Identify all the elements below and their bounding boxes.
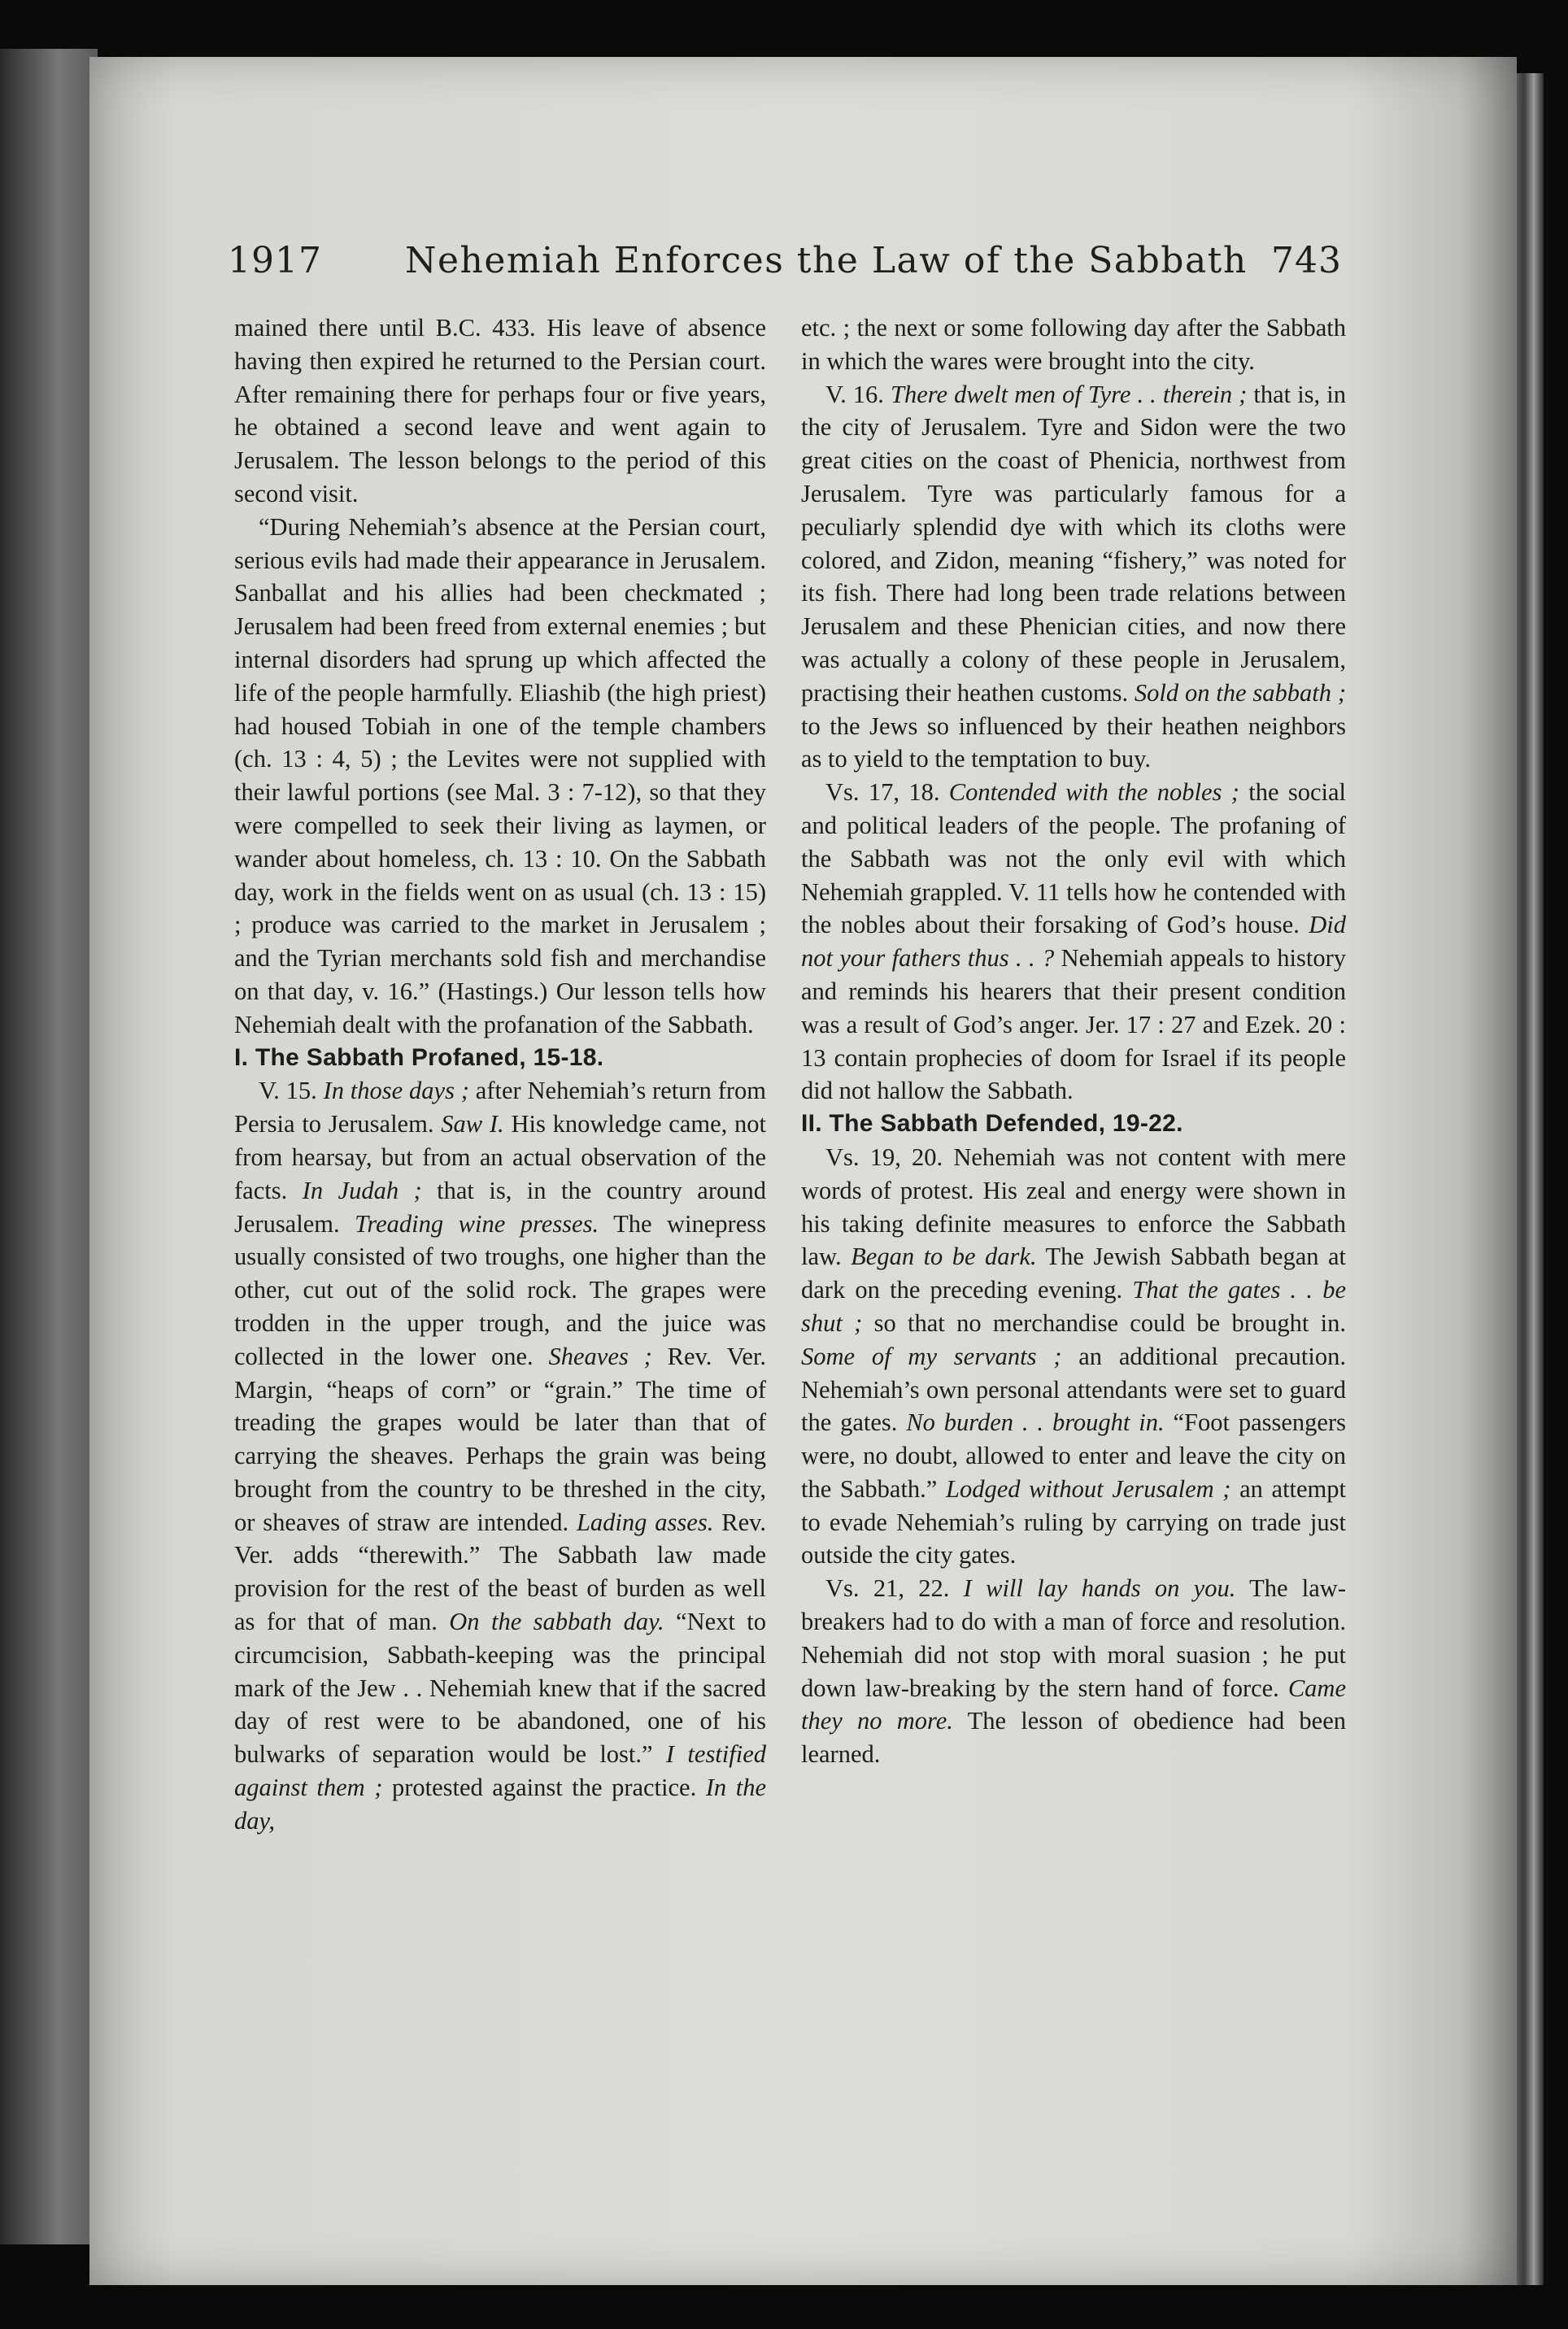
paragraph: “During Nehemiah’s absence at the Persian court, serious evils had made their appearance in Jerusalem. Sanballat and his allies had been checkmated ; Jerusalem had been freed from external enemies ; but internal disorders had sprung up which affected the life of the people harmfully. Eliashib (the high priest) had housed Tobiah in one of the temple chambers (ch. 13 : 4, 5) ; the Levites were not supplied with their lawful portions (see Mal. 3 : 7-12), so that they were compelled to seek their living as laymen, or wander about homeless, ch. 13 : 10. On the Sabbath day, work in the fields went on as usual (ch. 13 : 15) ; produce was carried to the market in Jerusalem ; and the Tyrian merchants sold fish and merchandise on that day, v. 16.” (Hastings.) Our lesson tells how Nehemiah dealt with the profanation of the Sabbath.	[234, 512, 766, 1038]
paragraph: V. 15. In those days ; after Nehemiah’s return from Persia to Jerusalem. Saw I. His knowledge came, not from hearsay, but from an actual observation of the facts. In Judah ; that is, in the country around Jerusalem. Treading wine presses. The winepress usually consisted of two troughs, one higher than the other, cut out of the solid rock. The grapes were trodden in the upper trough, and the juice was collected in the lower one. Sheaves ; Rev. Ver. Margin, “heaps of corn” or “grain.” The time of treading the grapes would be later than that of carrying the sheaves. Perhaps the grain was being brought from the country to be threshed in the city, or sheaves of straw are intended. Lading asses. Rev. Ver. adds “therewith.” The Sabbath law made provision for the rest of the beast of burden as well as for that of man. On the sabbath day. “Next to circumcision, Sabbath-keeping was the principal mark of the Jew . . Nehemiah knew that if the sacred day of rest were to be abandoned, one of his bulwarks of separation would be lost.” I testified against them ; protested against the practice. In the day,	[234, 1077, 767, 1835]
right-column	[801, 311, 1346, 1771]
left-column	[234, 311, 766, 1838]
section-heading: I. The Sabbath Profaned, 15-18.	[234, 1043, 604, 1071]
paragraph: V. 16. There dwelt men of Tyre . . therein ; that is, in the city of Jerusalem. Tyre and Sidon were the two great cities on the coast of Phenicia, northwest from Jerusalem. Tyre was particularly famous for a peculiarly splendid dye with which its cloths were colored, and Zidon, meaning “fishery,” was noted for its fish. There had long been trade relations between Jerusalem and these Phenician cities, and now there was actually a colony of these people in Jerusalem, practising their heathen customs. Sold on the sabbath ; to the Jews so influenced by their heathen neighbors as to yield to the temptation to buy.	[801, 380, 1346, 773]
paragraph: Vs. 21, 22. I will lay hands on you. The law-breakers had to do with a man of force and resolution. Nehemiah did not stop with moral suasion ; he put down law-breaking by the stern hand of force. Came they no more. The lesson of obedience had been learned.	[801, 1574, 1346, 1769]
paragraph: mained there until B.C. 433. His leave of absence having then expired he returned to the Persian court. After remaining there for perhaps four or five years, he obtained a second leave and went again to Jerusalem. The lesson belongs to the period of this second visit.	[234, 314, 766, 507]
adjacent-page-edge	[0, 49, 98, 2244]
paragraph: etc. ; the next or some following day after the Sabbath in which the wares were brought into the city.	[801, 314, 1346, 375]
header-title: Nehemiah Enforces the Law of the Sabbath	[405, 240, 1248, 281]
header-year: 1917	[228, 240, 322, 281]
paragraph: Vs. 19, 20. Nehemiah was not content with mere words of protest. His zeal and energy were shown in his taking definite measures to enforce the Sabbath law. Began to be dark. The Jewish Sabbath began at dark on the preceding evening. That the gates . . be shut ; so that no merchandise could be brought in. Some of my servants ; an additional precaution. Nehemiah’s own personal attendants were set to guard the gates. No burden . . brought in. “Foot passengers were, no doubt, allowed to enter and leave the city on the Sabbath.” Lodged without Jerusalem ; an attempt to evade Nehemiah’s ruling by carrying on trade just outside the city gates.	[801, 1143, 1347, 1569]
paragraph: Vs. 17, 18. Contended with the nobles ; the social and political leaders of the people. The profaning of the Sabbath was not the only evil with which Nehemiah grappled. V. 11 tells how he contended with the nobles about their forsaking of God’s house. Did not your fathers thus . . ? Nehemiah appeals to history and reminds his hearers that their present condition was a result of God’s anger. Jer. 17 : 27 and Ezek. 20 : 13 contain prophecies of doom for Israel if its people did not hallow the Sabbath.	[801, 778, 1346, 1105]
page-number: 743	[1271, 240, 1342, 281]
running-header	[228, 240, 1342, 289]
section-heading: II. The Sabbath Defended, 19-22.	[801, 1110, 1183, 1138]
